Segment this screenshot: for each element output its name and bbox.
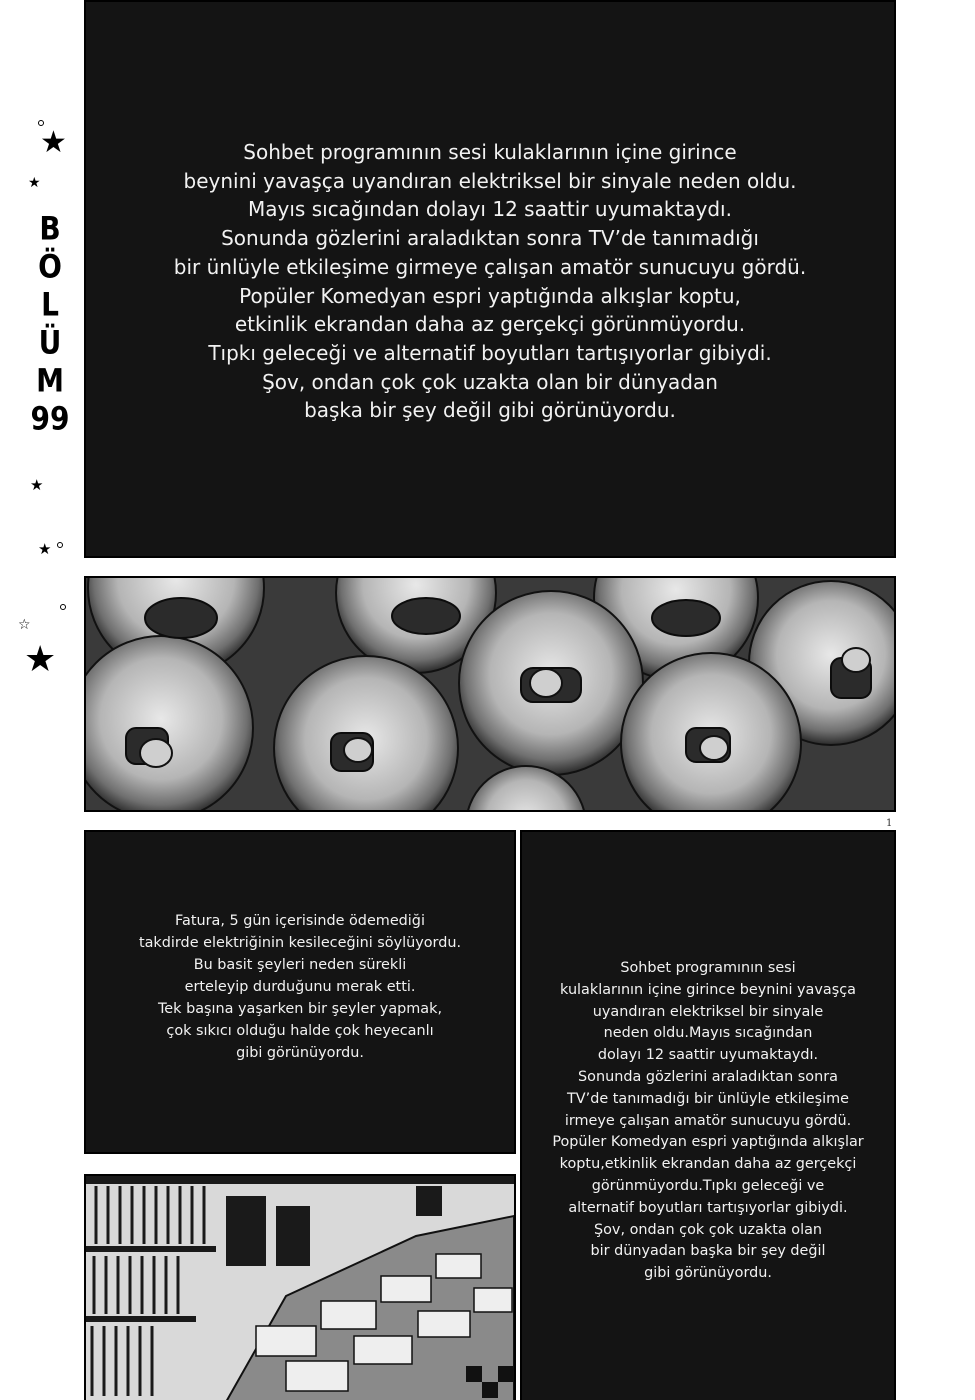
ring-ornament (57, 542, 63, 548)
star-icon: ★ (38, 540, 52, 558)
star-outline-icon: ☆ (18, 617, 31, 633)
top-caption-panel (84, 0, 896, 558)
bookstore-shelves-illustration (86, 1176, 514, 1400)
bookstore-illustration-panel (84, 1174, 516, 1400)
chapter-number: 99 (30, 399, 70, 438)
right-caption: Sohbet programının sesi kulaklarının içine girince beynini yavaşça uyandıran elektriksel bir sinyale neden oldu.Mayıs sıcağından dolayı 12 saattir uyumaktaydı. Sonunda gözlerini araladıktan sonra TV’de tanımadığı bir ünlüyle etkileşime irmeye çalışan amatör sunucuyu gördü. Popüler Komedyan espri yaptığında alkışlar koptu,etkinlik ekrandan daha az gerçekçi görünmüyordu.Tıpkı geleceği ve alternatif boyutları tartışıyorlar gibiydi. Şov, ondan çok çok uzakta olan bir dünyadan başka bir şey değil gibi görünüyordu. (552, 960, 864, 1282)
soda-cans-illustration (86, 578, 894, 810)
top-caption: Sohbet programının sesi kulaklarının içine girince beynini yavaşça uyandıran elektriksel bir sinyale neden oldu. Mayıs sıcağından dolayı 12 saattir uyumaktaydı. Sonunda gözlerini araladıktan sonra TV’de tanımadığı bir ünlüyle etkileşime girmeye çalışan amatör sunucuyu gördü. Popüler Komedyan espri yaptığında alkışlar koptu, etkinlik ekrandan daha az gerçekçi görünmüyordu. Tıpkı geleceği ve alternatif boyutları tartışıyorlar gibiydi. Şov, ondan çok çok uzakta olan bir dünyadan başka bir şey değil gibi görünüyordu. (173, 140, 807, 423)
page-number: 1 (886, 818, 893, 829)
ring-ornament (60, 604, 66, 610)
star-icon: ★ (30, 476, 44, 494)
middle-left-caption-panel (84, 830, 516, 1154)
star-icon: ★ (24, 639, 57, 680)
chapter-letter: M (36, 361, 64, 400)
star-icon: ★ (28, 175, 41, 191)
cans-illustration-panel (84, 576, 896, 812)
chapter-letter: Ö (38, 247, 62, 286)
chapter-letter: Ü (38, 323, 62, 362)
chapter-letter: B (39, 209, 61, 248)
chapter-letter: L (41, 285, 59, 324)
star-icon: ★ (40, 125, 67, 160)
right-caption-panel (520, 830, 896, 1400)
middle-left-caption: Fatura, 5 gün içerisinde ödemediği takdirde elektriğinin kesileceğini söylüyordu. Bu basit şeyleri neden sürekli erteleyip durduğunu merak etti. Tek başına yaşarken bir şeyler yapmak, çok sıkıcı olduğu halde çok heyecanlı gibi görünüyordu. (138, 913, 462, 1061)
